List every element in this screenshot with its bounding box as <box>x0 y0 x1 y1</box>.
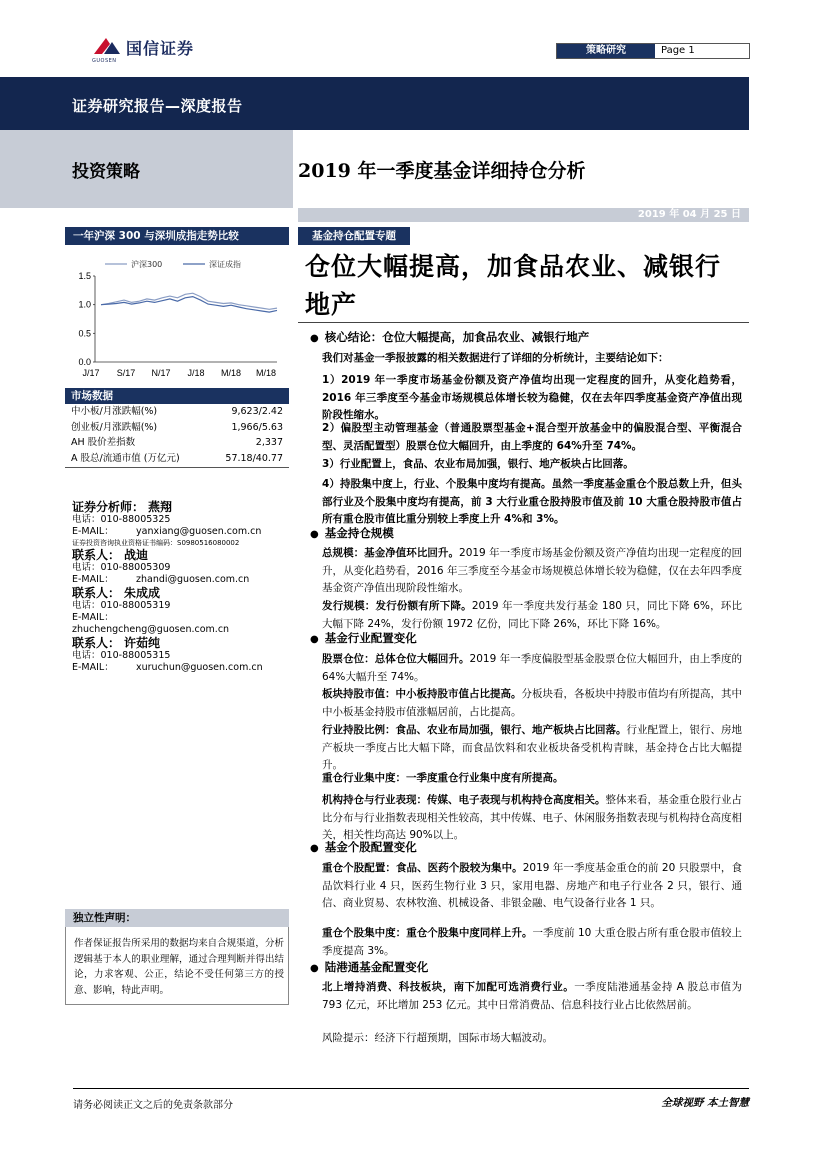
paragraph <box>322 686 742 721</box>
paragraph-lead: 重仓个股配置：食品、医药个股较为集中。 <box>322 862 523 874</box>
contact-email-line <box>72 574 292 586</box>
y-tick-label: 0.5 <box>78 328 91 339</box>
date-bar <box>298 208 749 222</box>
declaration-title: 独立性声明： <box>65 909 289 927</box>
paragraph-body: 2019 年一季度基金重仓的前 20 只股票中，食品饮料行业 4 只，医药生物行业 3 只，家用电器、房地产和电子行业各 2 只，银行、通信、商业贸易、农林牧渔、机械设备、非银金融、电气设备行业各 1 只。 <box>322 862 742 909</box>
analyst-label: 证券分析师： <box>72 500 145 514</box>
paragraph <box>322 860 742 913</box>
report-date: 2019 年 04 月 25 日 <box>637 209 741 220</box>
y-tick-label: 1.5 <box>78 271 91 281</box>
contact-label: 联系人： <box>72 586 121 600</box>
footer-rule <box>73 1088 749 1089</box>
paragraph-lead: 板块持股市值：中小板持股市值占比提高。 <box>322 688 522 700</box>
report-title: 2019 年一季度基金详细持仓分析 <box>298 160 586 182</box>
headline-rule <box>298 322 749 323</box>
footer-slogan: 全球视野 本土智慧 <box>661 1097 749 1109</box>
contact-label: 联系人： <box>72 636 121 650</box>
x-tick-label: S/17 <box>116 368 136 378</box>
contacts-block <box>72 500 292 674</box>
paragraph-body: 行业配置上，银行、房地产板块一季度占比大幅下降，而食品饮料和农业板块备受机构青睐，基金持仓占比大幅提升。 <box>322 724 742 771</box>
analyst-email[interactable]: yanxiang@guosen.com.cn <box>136 526 262 537</box>
paragraph <box>322 979 742 1014</box>
topic-tag: 基金持仓配置专题 <box>298 227 410 245</box>
contact-email[interactable]: xuruchun@guosen.com.cn <box>136 662 263 673</box>
section-heading: ● 基金行业配置变化 <box>310 629 417 649</box>
contact-name-line <box>72 636 292 650</box>
paragraph-lead: 股票仓位：总体仓位大幅回升。 <box>322 653 470 665</box>
market-label: 创业板/月涨跌幅(%) <box>71 421 158 433</box>
logo-mark-icon <box>92 34 122 60</box>
paragraph <box>322 722 742 775</box>
market-data-table <box>65 404 289 466</box>
paragraph <box>322 598 742 633</box>
x-tick-label: J/17 <box>82 368 100 378</box>
market-row <box>65 435 289 451</box>
paragraph: 我们对基金一季报披露的相关数据进行了详细的分析统计，主要结论如下： <box>322 352 669 364</box>
paragraph-lead: 总规模：基金净值环比回升。 <box>322 547 460 559</box>
paragraph-lead: 重仓行业集中度：一季度重仓行业集中度有所提高。 <box>322 772 564 784</box>
paragraph <box>322 770 742 788</box>
market-data-title: 市场数据 <box>65 388 289 404</box>
market-value: 2,337 <box>255 437 283 448</box>
paragraph: 4）持股集中度上，行业、个股集中度均有提高。虽然一季度基金重仓个股总数上升，但头部行业及个股集中度均有提高，前 3 大行业重仓股持股市值及前 10 大重仓股持股市值占所有重仓股市值比重分别较上季度上升 4%和 3%。 <box>322 478 742 525</box>
paragraph-lead: 机构持仓与行业表现：传媒、电子表现与机构持仓高度相关。 <box>322 794 606 806</box>
paragraph <box>322 545 742 598</box>
paragraph <box>322 925 742 960</box>
section-heading: ● 基金持仓规模 <box>310 524 394 544</box>
paragraph-body: 整体来看，基金重仓股行业占比分布与行业指数表现相关性较高，其中传媒、电子、休闲服务指数表现与机构持仓高度相关，相关性均高达 90%以上。 <box>322 794 742 841</box>
contact-phone-line <box>72 600 292 612</box>
email-label: E-MAIL： <box>72 612 114 623</box>
email-label: E-MAIL： <box>72 526 114 537</box>
paragraph: 1）2019 年一季度市场基金份额及资产净值均出现一定程度的回升，从变化趋势看，2016 年三季度至今基金市场规模总体增长较为稳健，仅在去年四季度基金资产净值出现阶段性缩水。 <box>322 374 742 421</box>
series-line-2 <box>101 297 277 313</box>
logo-sub: GUOSEN <box>92 58 117 64</box>
headline: 仓位大幅提高，加食品农业、减银行地产 <box>305 252 722 319</box>
x-tick-label: J/18 <box>187 368 205 378</box>
contact-label: 联系人： <box>72 548 121 562</box>
paragraph-body: 2019 年一季度市场基金份额及资产净值均出现一定程度的回升，从变化趋势看，2016 年三季度至今基金市场规模总体增长较为稳健，仅在去年四季度基金资产净值出现阶段性缩水。 <box>322 547 743 594</box>
analyst-email-line <box>72 526 292 538</box>
paragraph-body: 2019 年一季度共发行基金 180 只，同比下降 6%，环比大幅下降 24%，发行份额 1972 亿份，同比下降 26%，环比下降 16%。 <box>322 600 742 630</box>
email-label: E-MAIL： <box>72 574 114 585</box>
contact-email[interactable]: zhandi@guosen.com.cn <box>136 574 250 585</box>
market-row <box>65 404 289 420</box>
contact-email[interactable]: zhuchengcheng@guosen.com.cn <box>72 624 230 635</box>
market-label: A 股总/流通市值 (万亿元) <box>71 452 180 464</box>
analyst-name: 燕翔 <box>148 500 173 514</box>
paragraph-body: 分板块看，各板块中持股市值均有所提高，其中中小板基金持股市值涨幅居前，占比提高。 <box>322 688 742 718</box>
contact-name-line <box>72 586 292 600</box>
section-heading: ● 核心结论：仓位大幅提高，加食品农业、减银行地产 <box>310 328 589 348</box>
y-tick-label: 1.0 <box>78 299 91 310</box>
paragraph-body: 一季度前 10 大重仓股占所有重仓股市值较上季度提高 3%。 <box>322 927 742 957</box>
contact-email-line <box>72 662 292 674</box>
phone-label: 电话： <box>72 650 101 661</box>
series-line-1 <box>101 293 277 309</box>
market-value: 57.18/40.77 <box>225 452 283 464</box>
declaration-text: 作者保证报告所采用的数据均来自合规渠道，分析逻辑基于本人的职业理解，通过合理判断并得出结论，力求客观、公正，结论不受任何第三方的授意、影响，特此声明。 <box>74 938 284 996</box>
paragraph-lead: 北上增持消费、科技板块，南下加配可选消费行业。 <box>322 981 575 993</box>
category-band <box>0 130 293 208</box>
section-heading: ● 陆港通基金配置变化 <box>310 958 428 978</box>
contact-phone-line <box>72 650 292 662</box>
market-value: 1,966/5.63 <box>231 421 283 433</box>
paragraph-body: 一季度陆港通基金持 A 股总市值为 793 亿元，环比增加 253 亿元。其中日常消费品、信息科技行业占比依然居前。 <box>322 981 743 1011</box>
contact-phone: 010-88005315 <box>100 650 171 661</box>
contact-name: 战迪 <box>124 548 149 562</box>
section-heading: ● 基金个股配置变化 <box>310 838 417 858</box>
paragraph: 2）偏股型主动管理基金（普通股票型基金+混合型开放基金中的偏股混合型、平衡混合型、灵活配置型）股票仓位大幅回升，由上季度的 64%升至 74%。 <box>322 422 742 452</box>
paragraph-lead: 行业持股比例：食品、农业布局加强，银行、地产板块占比回落。 <box>322 724 627 736</box>
legend-label: 沪深300 <box>131 260 163 269</box>
company-logo <box>92 34 222 64</box>
chart-title: 一年沪深 300 与深圳成指走势比较 <box>65 227 289 245</box>
contact-phone: 010-88005309 <box>100 562 171 573</box>
market-label: 中小板/月涨跌幅(%) <box>71 406 158 417</box>
y-tick-label: 0.0 <box>78 357 91 367</box>
x-tick-label: M/18 <box>255 368 277 378</box>
paragraph-lead: 发行规模：发行份额有所下降。 <box>322 600 472 612</box>
analyst-cert: 证券投资咨询执业资格证书编码：S0980516080002 <box>72 539 240 547</box>
risk-note: 风险提示：经济下行超预期，国际市场大幅波动。 <box>322 1032 553 1044</box>
phone-label: 电话： <box>72 600 101 611</box>
paragraph <box>322 651 742 686</box>
contact-phone: 010-88005319 <box>100 600 171 611</box>
paragraph <box>322 792 742 845</box>
legend-label: 深证成指 <box>209 260 241 269</box>
header-page-box <box>556 43 750 59</box>
paragraph-lead: 重仓个股集中度：重仓个股集中度同样上升。 <box>322 927 533 939</box>
analyst-name-line <box>72 500 292 514</box>
page-number: Page 1 <box>661 45 695 56</box>
phone-label: 电话： <box>72 562 101 573</box>
market-table-rule <box>65 467 289 468</box>
phone-label: 电话： <box>72 514 101 525</box>
market-value: 9,623/2.42 <box>231 406 283 417</box>
paragraph-body: 2019 年一季度偏股型基金股票仓位大幅回升，由上季度的 64%大幅升至 74%。 <box>322 653 742 683</box>
analyst-phone: 010-88005325 <box>100 514 171 525</box>
analyst-phone-line <box>72 514 292 526</box>
report-category: 投资策略 <box>72 162 140 182</box>
logo-name: 国信证券 <box>126 39 195 58</box>
header-tag: 策略研究 <box>557 44 655 58</box>
footer-disclaimer: 请务必阅读正文之后的免责条款部分 <box>73 1100 233 1111</box>
contact-name: 朱成成 <box>124 586 161 600</box>
email-label: E-MAIL： <box>72 662 114 673</box>
contact-email-line <box>72 612 292 636</box>
contact-phone-line <box>72 562 292 574</box>
x-tick-label: N/17 <box>151 368 171 378</box>
trend-chart <box>65 252 289 382</box>
market-row <box>65 451 289 467</box>
contact-name-line <box>72 548 292 562</box>
market-label: AH 股价差指数 <box>71 437 136 448</box>
report-type: 证券研究报告—深度报告 <box>72 97 243 115</box>
paragraph: 3）行业配置上，食品、农业布局加强，银行、地产板块占比回落。 <box>322 458 634 470</box>
market-row <box>65 420 289 436</box>
x-tick-label: M/18 <box>220 368 242 378</box>
contact-name: 许茹纯 <box>124 636 161 650</box>
